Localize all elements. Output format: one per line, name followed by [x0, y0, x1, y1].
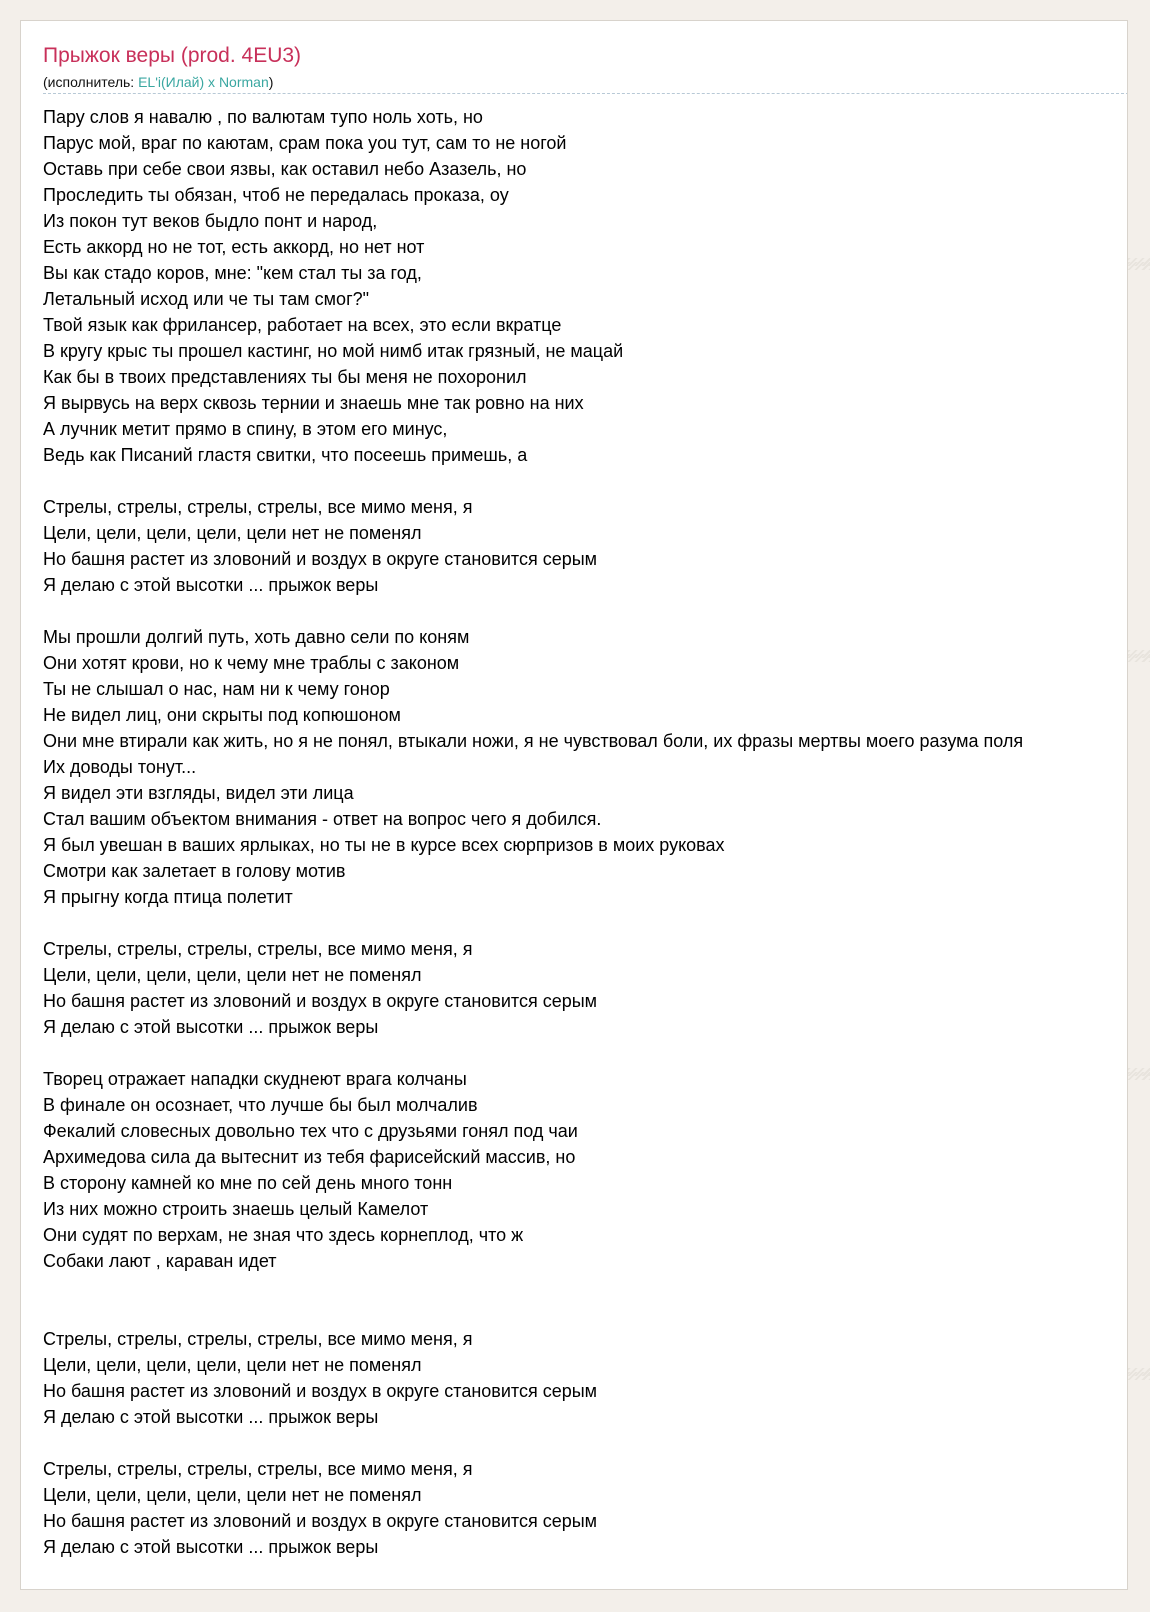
- performer-line: [43, 73, 273, 91]
- lyrics-line: Их доводы тонут...: [43, 757, 197, 777]
- lyrics-line: Я прыгну когда птица полетит: [43, 887, 293, 907]
- lyrics-line: Из покон тут веков быдло понт и народ,: [43, 211, 378, 231]
- stanza-break: [43, 910, 1127, 936]
- lyrics-line: Они хотят крови, но к чему мне траблы с законом: [43, 653, 460, 673]
- lyrics-line: Они судят по верхам, не зная что здесь корнеплод, что ж: [43, 1225, 524, 1245]
- lyrics-line: В финале он осознает, что лучше бы был молчалив: [43, 1095, 478, 1115]
- performer-suffix: ): [268, 74, 274, 90]
- lyrics-line: Вы как стадо коров, мне: "кем стал ты за год,: [43, 263, 422, 283]
- stanza-break: [43, 468, 1127, 494]
- lyrics-line: Стал вашим объектом внимания - ответ на вопрос чего я добился.: [43, 809, 602, 829]
- lyrics-line: Они мне втирали как жить, но я не понял, втыкали ножи, я не чувствовал боли, их фразы мертвы моего разума поля: [43, 731, 1024, 751]
- stanza-break: [43, 598, 1127, 624]
- lyrics-line: Стрелы, стрелы, стрелы, стрелы, все мимо меня, я: [43, 1459, 473, 1479]
- lyrics-line: Я делаю с этой высотки ... прыжок веры: [43, 575, 379, 595]
- lyrics-line: Я делаю с этой высотки ... прыжок веры: [43, 1407, 379, 1427]
- lyrics-line: Цели, цели, цели, цели, цели нет не поменял: [43, 523, 422, 543]
- lyrics-line: Я делаю с этой высотки ... прыжок веры: [43, 1017, 379, 1037]
- stanza-break: [43, 1430, 1127, 1456]
- lyrics-line: Но башня растет из зловоний и воздух в округе становится серым: [43, 991, 598, 1011]
- lyrics-line: Я был увешан в ваших ярлыках, но ты не в курсе всех сюрпризов в моих руковах: [43, 835, 725, 855]
- lyrics-line: Парус мой, враг по каютам, срам пока you тут, сам то не ногой: [43, 133, 567, 153]
- lyrics-line: Творец отражает нападки скуднеют врага колчаны: [43, 1069, 467, 1089]
- lyrics-line: Из них можно строить знаешь целый Камелот: [43, 1199, 429, 1219]
- lyrics-line: Твой язык как фрилансер, работает на всех, это если вкратце: [43, 315, 562, 335]
- edge-decoration: [1128, 1072, 1150, 1080]
- lyrics-line: Стрелы, стрелы, стрелы, стрелы, все мимо меня, я: [43, 1329, 473, 1349]
- lyrics-line: Летальный исход или че ты там смог?": [43, 289, 370, 309]
- lyrics-line: Стрелы, стрелы, стрелы, стрелы, все мимо меня, я: [43, 939, 473, 959]
- performer-link[interactable]: EL'i(Илай) x Norman: [138, 74, 269, 90]
- lyrics-line: Я делаю с этой высотки ... прыжок веры: [43, 1537, 379, 1557]
- lyrics-line: Собаки лают , караван идет: [43, 1251, 277, 1271]
- lyrics-line: Есть аккорд но не тот, есть аккорд, но нет нот: [43, 237, 425, 257]
- lyrics-line: Ты не слышал о нас, нам ни к чему гонор: [43, 679, 390, 699]
- lyrics-line: Стрелы, стрелы, стрелы, стрелы, все мимо меня, я: [43, 497, 473, 517]
- lyrics-line: Цели, цели, цели, цели, цели нет не поменял: [43, 1485, 422, 1505]
- lyrics-line: В сторону камней ко мне по сей день много тонн: [43, 1173, 453, 1193]
- lyrics-line: Как бы в твоих представлениях ты бы меня не похоронил: [43, 367, 527, 387]
- lyrics-line: Цели, цели, цели, цели, цели нет не поменял: [43, 965, 422, 985]
- lyrics-line: Фекалий словесных довольно тех что с друзьями гонял под чаи: [43, 1121, 578, 1141]
- lyrics-line: Пару слов я навалю , по валютам тупо ноль хоть, но: [43, 107, 483, 127]
- stanza-break: [43, 1300, 1127, 1326]
- lyrics-line: Архимедова сила да вытеснит из тебя фарисейский массив, но: [43, 1147, 576, 1167]
- lyrics-line: Проследить ты обязан, чтоб не передалась проказа, оу: [43, 185, 509, 205]
- edge-decoration: [1128, 1372, 1150, 1380]
- stanza-break: [43, 1274, 1127, 1300]
- lyrics-line: Но башня растет из зловоний и воздух в округе становится серым: [43, 1511, 598, 1531]
- lyrics-line: Не видел лиц, они скрыты под копюшоном: [43, 705, 401, 725]
- lyrics-line: Но башня растет из зловоний и воздух в округе становится серым: [43, 549, 598, 569]
- edge-decoration: [1128, 262, 1150, 270]
- lyrics-line: Цели, цели, цели, цели, цели нет не поменял: [43, 1355, 422, 1375]
- lyrics-line: Смотри как залетает в голову мотив: [43, 861, 346, 881]
- title-divider: [43, 93, 1128, 94]
- lyrics-line: Оставь при себе свои язвы, как оставил небо Азазель, но: [43, 159, 527, 179]
- lyrics-line: Я видел эти взгляды, видел эти лица: [43, 783, 354, 803]
- lyrics-line: В кругу крыс ты прошел кастинг, но мой нимб итак грязный, не мацай: [43, 341, 624, 361]
- song-title: Прыжок веры (prod. 4EU3): [43, 44, 302, 67]
- lyrics-line: Мы прошли долгий путь, хоть давно сели по коням: [43, 627, 470, 647]
- lyrics-line: Ведь как Писаний гластя свитки, что посеешь примешь, а: [43, 445, 528, 465]
- stanza-break: [43, 1040, 1127, 1066]
- performer-prefix: (исполнитель:: [43, 74, 139, 90]
- lyrics-text: [43, 104, 1127, 1560]
- lyrics-line: А лучник метит прямо в спину, в этом его минус,: [43, 419, 448, 439]
- lyrics-card: [20, 20, 1128, 1590]
- lyrics-line: Но башня растет из зловоний и воздух в округе становится серым: [43, 1381, 598, 1401]
- edge-decoration: [1128, 654, 1150, 662]
- lyrics-line: Я вырвусь на верх сквозь тернии и знаешь мне так ровно на них: [43, 393, 584, 413]
